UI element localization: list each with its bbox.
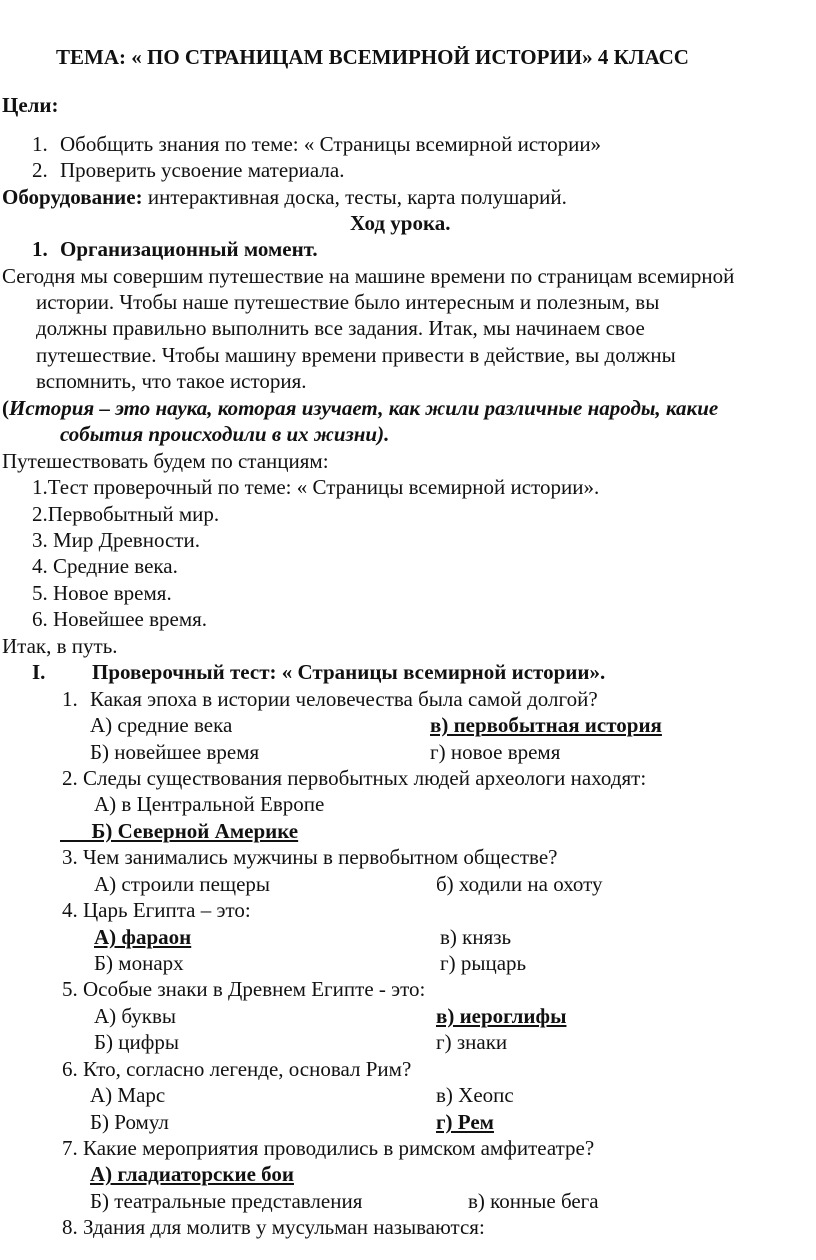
answer-option-correct: в) первобытная история <box>430 713 662 737</box>
station-item: 5. Новое время. <box>32 581 172 605</box>
answer-option-correct <box>60 818 298 844</box>
answer-option: г) знаки <box>436 1030 508 1054</box>
intro-line: вспомнить, что такое история. <box>36 369 307 393</box>
answer-option-correct: А) гладиаторские бои <box>90 1162 294 1186</box>
answer-option-correct-text: Б) Северной Америке <box>91 819 299 843</box>
answer-option: в) конные бега <box>468 1189 599 1213</box>
stations-intro: Путешествовать будем по станциям: <box>2 449 329 473</box>
answer-option: Б) новейшее время <box>90 740 260 764</box>
answer-option: Б) театральные представления <box>90 1189 363 1213</box>
page-title: ТЕМА: « ПО СТРАНИЦАМ ВСЕМИРНОЙ ИСТОРИИ» 4 КЛАСС <box>56 45 689 69</box>
lets-go: Итак, в путь. <box>2 634 118 658</box>
definition-text: История – это наука, которая изучает, как жили различные народы, какие <box>9 396 719 420</box>
definition-text: события происходили в их жизни). <box>60 422 390 446</box>
question-text: 3. Чем занимались мужчины в первобытном обществе? <box>62 845 558 869</box>
question-text: Какая эпоха в истории человечества была самой долгой? <box>90 687 598 711</box>
station-item: 3. Мир Древности. <box>32 528 200 552</box>
answer-option: г) рыцарь <box>440 951 527 975</box>
test-section-number: I. <box>32 660 46 684</box>
goal-text: Проверить усвоение материала. <box>60 158 345 182</box>
answer-option: Б) цифры <box>94 1030 179 1054</box>
answer-option: Б) Ромул <box>90 1110 169 1134</box>
answer-option: в) Хеопс <box>436 1083 514 1107</box>
question-text: 6. Кто, согласно легенде, основал Рим? <box>62 1057 412 1081</box>
question-text: 8. Здания для молитв у мусульман называются: <box>62 1215 485 1239</box>
test-section-title: Проверочный тест: « Страницы всемирной истории». <box>92 660 606 684</box>
intro-line: истории. Чтобы наше путешествие было интересным и полезным, вы <box>36 290 660 314</box>
definition-line <box>2 395 718 421</box>
intro-line: Сегодня мы совершим путешествие на машине времени по страницам всемирной <box>2 264 735 288</box>
answer-option: б) ходили на охоту <box>436 872 603 896</box>
goal-number: 1. <box>32 132 48 156</box>
question-text: 5. Особые знаки в Древнем Египте - это: <box>62 977 426 1001</box>
question-text: 7. Какие мероприятия проводились в римском амфитеатре? <box>62 1136 595 1160</box>
answer-option: А) Марс <box>90 1083 166 1107</box>
equipment-label: Оборудование: <box>2 185 143 209</box>
station-item: 4. Средние века. <box>32 554 178 578</box>
intro-line: путешествие. Чтобы машину времени привести в действие, вы должны <box>36 343 676 367</box>
answer-option: А) буквы <box>94 1004 177 1028</box>
definition-paren: ( <box>2 396 9 420</box>
section-title: Организационный момент. <box>60 237 318 261</box>
question-number: 1. <box>62 687 78 711</box>
equipment-line <box>2 184 567 210</box>
answer-option: А) средние века <box>90 713 233 737</box>
goals-label: Цели: <box>2 93 59 117</box>
station-item: 1.Тест проверочный по теме: « Страницы всемирной истории». <box>32 475 600 499</box>
intro-line: должны правильно выполнить все задания. Итак, мы начинаем свое <box>36 316 645 340</box>
station-item: 2.Первобытный мир. <box>32 502 220 526</box>
answer-option: в) князь <box>440 925 512 949</box>
goal-number: 2. <box>32 158 48 182</box>
answer-option: А) в Центральной Европе <box>94 792 325 816</box>
question-text: 2. Следы существования первобытных людей археологи находят: <box>62 766 647 790</box>
answer-option: А) строили пещеры <box>94 872 271 896</box>
answer-option-correct: в) иероглифы <box>436 1004 567 1028</box>
question-text: 4. Царь Египта – это: <box>62 898 251 922</box>
answer-option: г) новое время <box>430 740 561 764</box>
lesson-heading: Ход урока. <box>350 211 451 235</box>
section-number: 1. <box>32 237 48 261</box>
answer-option-correct: А) фараон <box>94 925 192 949</box>
answer-option: Б) монарх <box>94 951 184 975</box>
goal-text: Обобщить знания по теме: « Страницы всемирной истории» <box>60 132 602 156</box>
station-item: 6. Новейшее время. <box>32 607 208 631</box>
equipment-text: интерактивная доска, тесты, карта полушарий. <box>142 185 567 209</box>
answer-option-correct: г) Рем <box>436 1110 494 1134</box>
